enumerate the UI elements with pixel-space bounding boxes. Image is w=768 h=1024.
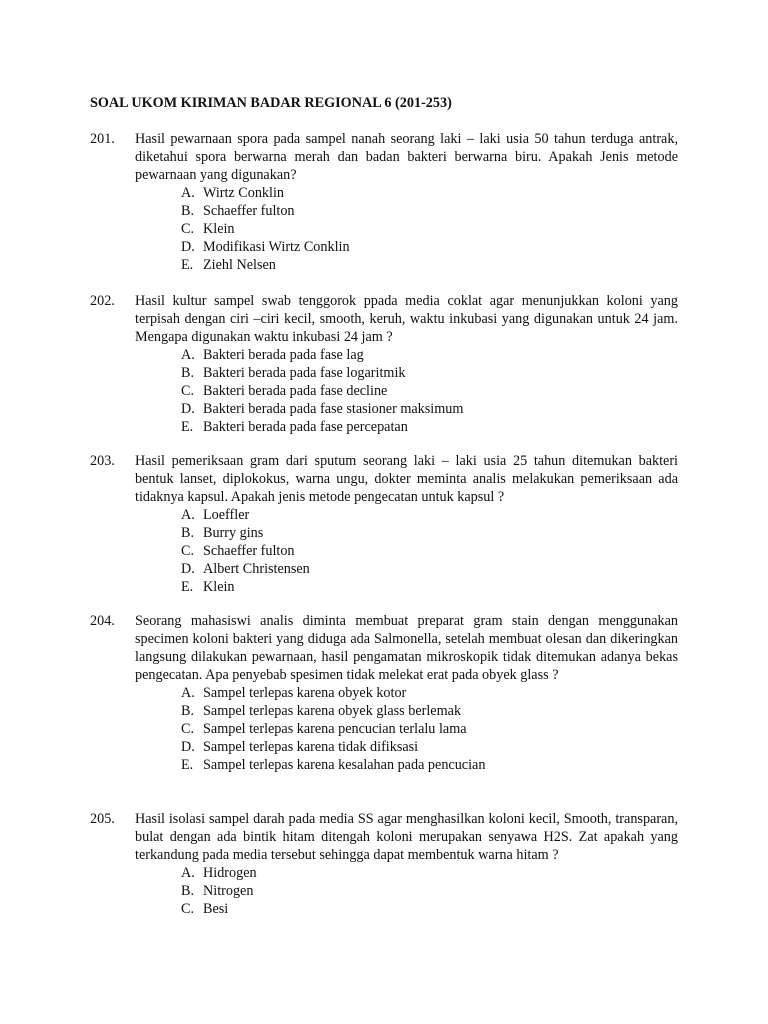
question-number: 204. (90, 613, 115, 629)
option-letter: C. (181, 721, 195, 737)
option-c (90, 900, 678, 918)
question-number: 201. (90, 131, 115, 147)
question-text: Hasil pewarnaan spora pada sampel nanah seorang laki – laki usia 50 tahun terduga antrak, diketahui spora berwarna merah dan badan bakteri berwarna biru. Apakah Jenis metode pewarnaan yang digunakan? (135, 131, 678, 183)
option-letter: A. (181, 347, 195, 363)
option-e (90, 578, 678, 596)
document-title: SOAL UKOM KIRIMAN BADAR REGIONAL 6 (201-253) (90, 95, 452, 111)
option-letter: C. (181, 221, 195, 237)
option-b (90, 364, 678, 382)
option-a (90, 864, 678, 882)
option-letter: E. (181, 579, 194, 595)
question-202 (90, 292, 678, 436)
question-number: 203. (90, 453, 115, 469)
option-text: Bakteri berada pada fase percepatan (203, 419, 408, 435)
option-text: Sampel terlepas karena kesalahan pada pencucian (203, 757, 486, 773)
option-e (90, 756, 678, 774)
option-text: Modifikasi Wirtz Conklin (203, 239, 350, 255)
option-list (90, 346, 678, 436)
option-e (90, 256, 678, 274)
question-number: 202. (90, 293, 115, 309)
option-text: Besi (203, 901, 229, 917)
option-d (90, 560, 678, 578)
option-letter: C. (181, 383, 195, 399)
option-letter: E. (181, 257, 194, 273)
option-c (90, 542, 678, 560)
option-letter: A. (181, 507, 195, 523)
option-text: Sampel terlepas karena obyek glass berlemak (203, 703, 462, 719)
option-text: Schaeffer fulton (203, 203, 295, 219)
option-letter: B. (181, 365, 195, 381)
option-list (90, 684, 678, 774)
question-text: Hasil isolasi sampel darah pada media SS agar menghasilkan koloni kecil, Smooth, transparan, bulat dengan ada bintik hitam ditengah koloni merupakan senyawa H2S. Zat apakah yang terkandung pada media tersebut sehingga dapat membentuk warna hitam ? (135, 811, 678, 863)
option-letter: D. (181, 561, 195, 577)
question-number: 205. (90, 811, 115, 827)
option-text: Bakteri berada pada fase logaritmik (203, 365, 406, 381)
option-letter: A. (181, 865, 195, 881)
option-a (90, 346, 678, 364)
question-text: Hasil kultur sampel swab tenggorok ppada media coklat agar menunjukkan koloni yang terpisah dengan ciri –ciri kecil, smooth, keruh, waktu inkubasi yang digunakan untuk 24 jam. Mengapa digunakan waktu inkubasi 24 jam ? (135, 293, 678, 345)
option-letter: E. (181, 419, 194, 435)
question-text: Seorang mahasiswi analis diminta membuat preparat gram stain dengan menggunakan specimen koloni bakteri yang diduga ada Salmonella, setelah membuat olesan dan dikeringkan langsung dilakukan pewarnaan, hasil pengamatan mikroskopik tidak ditemukan adanya bekas pengecatan. Apa penyebab spesimen tidak melekat erat pada obyek glass ? (135, 613, 678, 683)
option-text: Sampel terlepas karena obyek kotor (203, 685, 407, 701)
option-c (90, 382, 678, 400)
option-letter: D. (181, 239, 195, 255)
option-text: Bakteri berada pada fase stasioner maksimum (203, 401, 464, 417)
option-text: Loeffler (203, 507, 250, 523)
option-text: Bakteri berada pada fase decline (203, 383, 388, 399)
option-d (90, 238, 678, 256)
question-203 (90, 452, 678, 596)
option-letter: C. (181, 543, 195, 559)
option-b (90, 882, 678, 900)
question-204 (90, 612, 678, 774)
option-text: Albert Christensen (203, 561, 310, 577)
option-letter: B. (181, 203, 195, 219)
option-b (90, 702, 678, 720)
option-text: Schaeffer fulton (203, 543, 295, 559)
option-text: Burry gins (203, 525, 264, 541)
option-text: Sampel terlepas karena pencucian terlalu lama (203, 721, 467, 737)
option-letter: D. (181, 739, 195, 755)
option-text: Sampel terlepas karena tidak difiksasi (203, 739, 419, 755)
option-text: Hidrogen (203, 865, 257, 881)
question-201 (90, 130, 678, 274)
option-text: Ziehl Nelsen (203, 257, 276, 273)
option-a (90, 684, 678, 702)
option-list (90, 184, 678, 274)
option-letter: B. (181, 703, 195, 719)
option-letter: C. (181, 901, 195, 917)
option-d (90, 400, 678, 418)
option-c (90, 220, 678, 238)
option-b (90, 202, 678, 220)
option-text: Klein (203, 221, 235, 237)
question-205 (90, 810, 678, 918)
option-letter: A. (181, 185, 195, 201)
option-text: Wirtz Conklin (203, 185, 284, 201)
option-e (90, 418, 678, 436)
option-letter: A. (181, 685, 195, 701)
option-b (90, 524, 678, 542)
question-text: Hasil pemeriksaan gram dari sputum seorang laki – laki usia 25 tahun ditemukan bakteri bentuk lanset, diplokokus, warna ungu, dokter meminta analis melakukan pemeriksaan ada tidaknya kapsul. Apakah jenis metode pengecatan untuk kapsul ? (135, 453, 678, 505)
option-letter: B. (181, 525, 195, 541)
option-letter: B. (181, 883, 195, 899)
option-a (90, 506, 678, 524)
option-letter: E. (181, 757, 194, 773)
option-text: Nitrogen (203, 883, 254, 899)
option-a (90, 184, 678, 202)
option-list (90, 506, 678, 596)
option-text: Bakteri berada pada fase lag (203, 347, 364, 363)
option-list (90, 864, 678, 918)
option-c (90, 720, 678, 738)
option-d (90, 738, 678, 756)
option-letter: D. (181, 401, 195, 417)
option-text: Klein (203, 579, 235, 595)
